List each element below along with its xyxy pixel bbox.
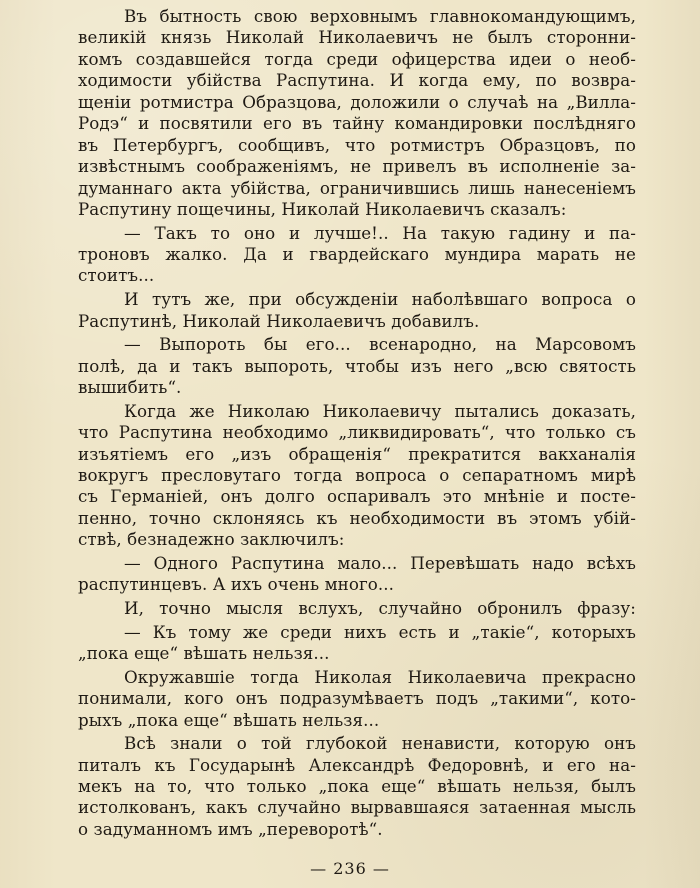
text-line: — Выпороть бы его... всенародно, на Марсовомъ: [124, 334, 636, 355]
text-line: Всѣ знали о той глубокой ненависти, которую онъ: [124, 733, 636, 754]
text-line: Когда же Николаю Николаевичу пытались доказать,: [124, 400, 636, 421]
text-line: истолкованъ, какъ случайно вырвавшаяся затаенная мысль: [78, 797, 636, 818]
text-line: съ Германіей, онъ долго оспаривалъ это мнѣніе и посте-: [78, 486, 636, 507]
text-line: — Одного Распутина мало... Перевѣшать надо всѣхъ: [124, 552, 636, 573]
text-line: — Къ тому же среди нихъ есть и „такіе“, которыхъ: [124, 621, 636, 642]
text-line: мекъ на то, что только „пока еще“ вѣшать нельзя, былъ: [78, 776, 636, 796]
text-line: ходимости убійства Распутина. И когда ему, по возвра-: [78, 70, 636, 91]
text-line: о задуманномъ имъ „переворотѣ“.: [78, 818, 383, 839]
text-line: троновъ жалко. Да и гвардейскаго мундира марать не: [78, 244, 636, 264]
text-line: великій князь Николай Николаевичъ не былъ сторонни-: [78, 27, 636, 48]
text-line: Окружавшіе тогда Николая Николаевича прекрасно: [124, 666, 636, 687]
text-line: И тутъ же, при обсужденіи наболѣвшаго вопроса о: [124, 289, 636, 310]
text-line: Въ бытность свою верховнымъ главнокомандующимъ,: [124, 6, 636, 26]
text-line: полѣ, да и такъ выпороть, чтобы изъ него „всю святость: [78, 355, 636, 376]
text-line: что Распутина необходимо „ликвидировать“, что только съ: [78, 422, 636, 443]
text-line: комъ создавшейся тогда среди офицерства идеи о необ-: [78, 48, 636, 69]
text-line: распутинцевъ. А ихъ очень много...: [78, 574, 395, 595]
text-line: щеніи ротмистра Образцова, доложили о случаѣ на „Вилла-: [78, 91, 636, 112]
text-line: Родэ“ и посвятили его въ тайну командировки послѣдняго: [78, 113, 636, 134]
text-line: въ Петербургъ, сообщивъ, что ротмистръ Образцовъ, по: [78, 134, 636, 155]
page-text: [78, 6, 636, 840]
text-line: И, точно мысля вслухъ, случайно обронилъ фразу:: [124, 597, 636, 618]
text-line: рыхъ „пока еще“ вѣшать нельзя...: [78, 709, 380, 730]
text-line: думаннаго акта убійства, ограничившись лишь нанесеніемъ: [78, 177, 636, 198]
text-line: питалъ къ Государынѣ Александрѣ Федоровнѣ, и его на-: [78, 754, 636, 775]
text-line: Распутинѣ, Николай Николаевичъ добавилъ.: [78, 310, 480, 331]
text-line: пенно, точно склоняясь къ необходимости въ этомъ убій-: [78, 507, 636, 528]
text-line: извѣстнымъ соображеніямъ, не привелъ въ исполненіе за-: [78, 156, 636, 177]
text-line: изъятіемъ его „изъ обращенія“ прекратится вакханалія: [78, 443, 636, 464]
text-line: ствѣ, безнадежно заключилъ:: [78, 529, 345, 550]
text-line: „пока еще“ вѣшать нельзя...: [78, 643, 330, 663]
text-line: — Такъ то оно и лучше!.. На такую гадину и па-: [124, 222, 636, 243]
text-line: Распутину пощечины, Николай Николаевичъ сказалъ:: [78, 198, 567, 219]
text-line: понимали, кого онъ подразумѣваетъ подъ „такими“, кото-: [78, 688, 636, 709]
text-line: стоитъ...: [78, 265, 155, 286]
page-number: — 236 —: [310, 859, 390, 878]
text-line: вокругъ пресловутаго тогда вопроса о сепаратномъ мирѣ: [78, 464, 636, 485]
text-line: вышибить“.: [78, 377, 182, 397]
